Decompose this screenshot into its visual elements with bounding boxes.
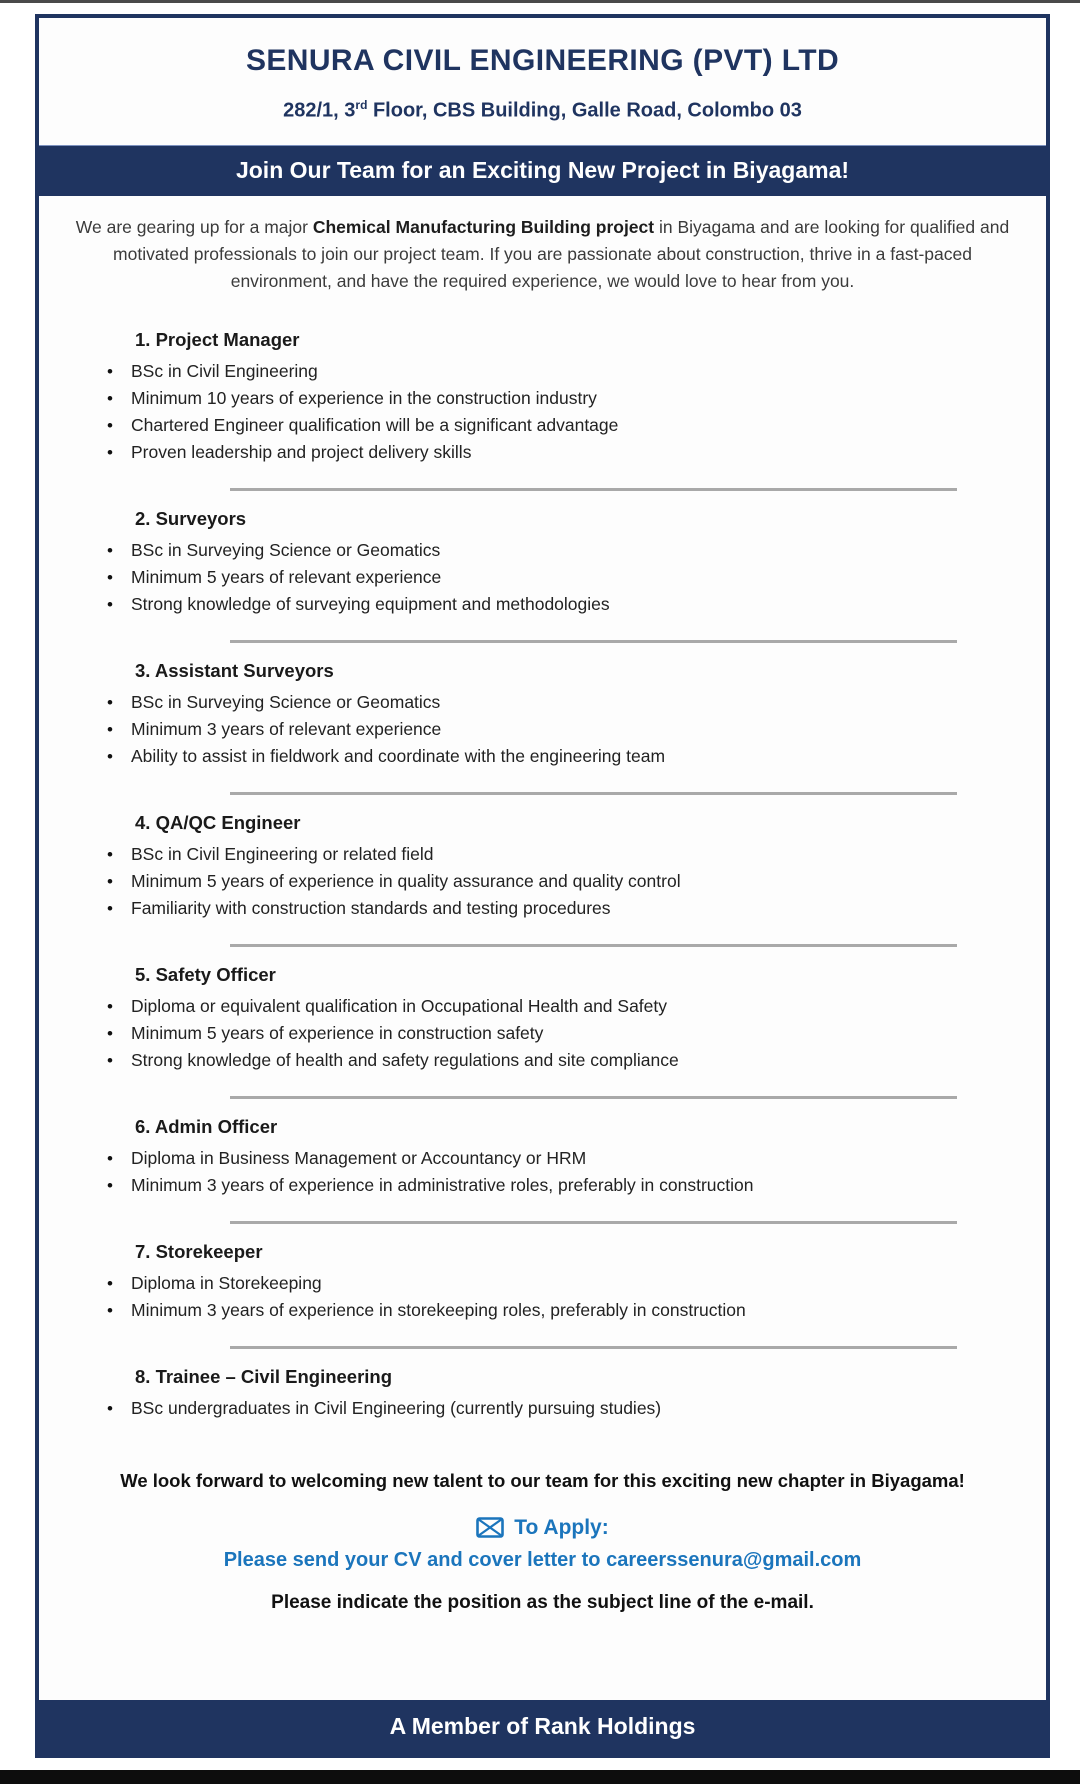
section-divider xyxy=(230,792,957,795)
subject-note: Please indicate the position as the subject line of the e-mail. xyxy=(271,1591,814,1613)
position-requirements xyxy=(105,1270,1046,1324)
requirement-item: • Ability to assist in fieldwork and coordinate with the engineering team xyxy=(105,743,1046,770)
position-section xyxy=(39,1116,1046,1199)
requirement-item: • Proven leadership and project delivery skills xyxy=(105,439,1046,466)
intro-text-start: We are gearing up for a major xyxy=(75,216,313,237)
position-title: 6. Admin Officer xyxy=(135,1115,278,1137)
requirement-item: • Strong knowledge of surveying equipment and methodologies xyxy=(105,591,1046,618)
requirement-item: • Familiarity with construction standards and testing procedures xyxy=(105,895,1046,922)
requirement-item: • Minimum 5 years of experience in construction safety xyxy=(105,1020,1046,1047)
requirement-item: • BSc in Civil Engineering or related field xyxy=(105,841,1046,868)
positions-list xyxy=(39,329,1046,1422)
apply-instruction-text: Please send your CV and cover letter to xyxy=(223,1548,607,1571)
position-requirements xyxy=(105,841,1046,922)
position-title: 8. Trainee – Civil Engineering xyxy=(135,1365,393,1387)
section-divider xyxy=(230,488,957,491)
position-title: 4. QA/QC Engineer xyxy=(135,811,301,833)
position-requirements xyxy=(105,358,1046,466)
section-divider xyxy=(230,640,957,643)
position-section xyxy=(39,1366,1046,1422)
apply-instruction xyxy=(39,1549,1046,1572)
closing-line: We look forward to welcoming new talent to our team for this exciting new chapter in Biyagama! xyxy=(120,1469,965,1491)
email-address: careerssenura@gmail.com xyxy=(606,1548,862,1571)
position-requirements xyxy=(105,1395,1046,1422)
section-divider xyxy=(230,1346,957,1349)
requirement-item: • BSc in Surveying Science or Geomatics xyxy=(105,537,1046,564)
position-requirements xyxy=(105,689,1046,770)
position-requirements xyxy=(105,1145,1046,1199)
envelope-icon xyxy=(476,1517,504,1538)
requirement-item: • Minimum 10 years of experience in the construction industry xyxy=(105,385,1046,412)
position-title: 5. Safety Officer xyxy=(135,963,276,985)
address-ordinal-superscript: rd xyxy=(355,98,368,112)
requirement-item: • Diploma in Storekeeping xyxy=(105,1270,1046,1297)
footer-banner: A Member of Rank Holdings xyxy=(39,1700,1046,1754)
position-section xyxy=(39,660,1046,770)
position-title: 7. Storekeeper xyxy=(135,1240,263,1262)
address-text-rest: Floor, CBS Building, Galle Road, Colombo 03 xyxy=(367,99,802,122)
position-requirements xyxy=(105,993,1046,1074)
headline-banner-text: Join Our Team for an Exciting New Project in Biyagama! xyxy=(235,156,850,183)
apply-heading xyxy=(39,1516,1046,1540)
requirement-item: • BSc in Civil Engineering xyxy=(105,358,1046,385)
requirement-item: • Minimum 3 years of relevant experience xyxy=(105,716,1046,743)
requirement-item: • Minimum 3 years of experience in storekeeping roles, preferably in construction xyxy=(105,1297,1046,1324)
requirement-item: • Strong knowledge of health and safety regulations and site compliance xyxy=(105,1047,1046,1074)
requirement-item: • Diploma in Business Management or Accountancy or HRM xyxy=(105,1145,1046,1172)
position-title: 3. Assistant Surveyors xyxy=(135,659,334,681)
requirement-item: • Minimum 3 years of experience in administrative roles, preferably in construction xyxy=(105,1172,1046,1199)
position-section xyxy=(39,812,1046,922)
requirement-item: • Minimum 5 years of relevant experience xyxy=(105,564,1046,591)
requirement-item: • BSc in Surveying Science or Geomatics xyxy=(105,689,1046,716)
section-divider xyxy=(230,944,957,947)
section-divider xyxy=(230,1221,957,1224)
intro-paragraph xyxy=(73,214,1013,295)
position-section xyxy=(39,508,1046,618)
position-section xyxy=(39,1241,1046,1324)
apply-heading-text: To Apply: xyxy=(514,1515,609,1539)
requirement-item: • Minimum 5 years of experience in quality assurance and quality control xyxy=(105,868,1046,895)
address-text: 282/1, 3 xyxy=(283,99,356,122)
position-section xyxy=(39,329,1046,466)
job-ad-document xyxy=(35,14,1050,1758)
intro-text-rest: in Biyagama and are looking for qualified and motivated professionals to join our project team. If you are passionate about construction, thrive in a fast-paced environment, and have the required experience, we would love to hear from you. xyxy=(113,216,1010,291)
company-address xyxy=(39,98,1046,123)
screenshot-bottom-edge xyxy=(0,1770,1080,1784)
requirement-item: • Chartered Engineer qualification will be a significant advantage xyxy=(105,412,1046,439)
company-name: SENURA CIVIL ENGINEERING (PVT) LTD xyxy=(245,44,840,77)
section-divider xyxy=(230,1096,957,1099)
intro-bold-phrase: Chemical Manufacturing Building project xyxy=(312,216,655,237)
position-section xyxy=(39,964,1046,1074)
requirement-item: • Diploma or equivalent qualification in Occupational Health and Safety xyxy=(105,993,1046,1020)
position-title: 1. Project Manager xyxy=(135,328,300,350)
position-requirements xyxy=(105,537,1046,618)
position-title: 2. Surveyors xyxy=(135,507,247,529)
requirement-item: • BSc undergraduates in Civil Engineering (currently pursuing studies) xyxy=(105,1395,1046,1422)
headline-banner xyxy=(39,145,1046,196)
screenshot-top-edge xyxy=(0,0,1080,3)
